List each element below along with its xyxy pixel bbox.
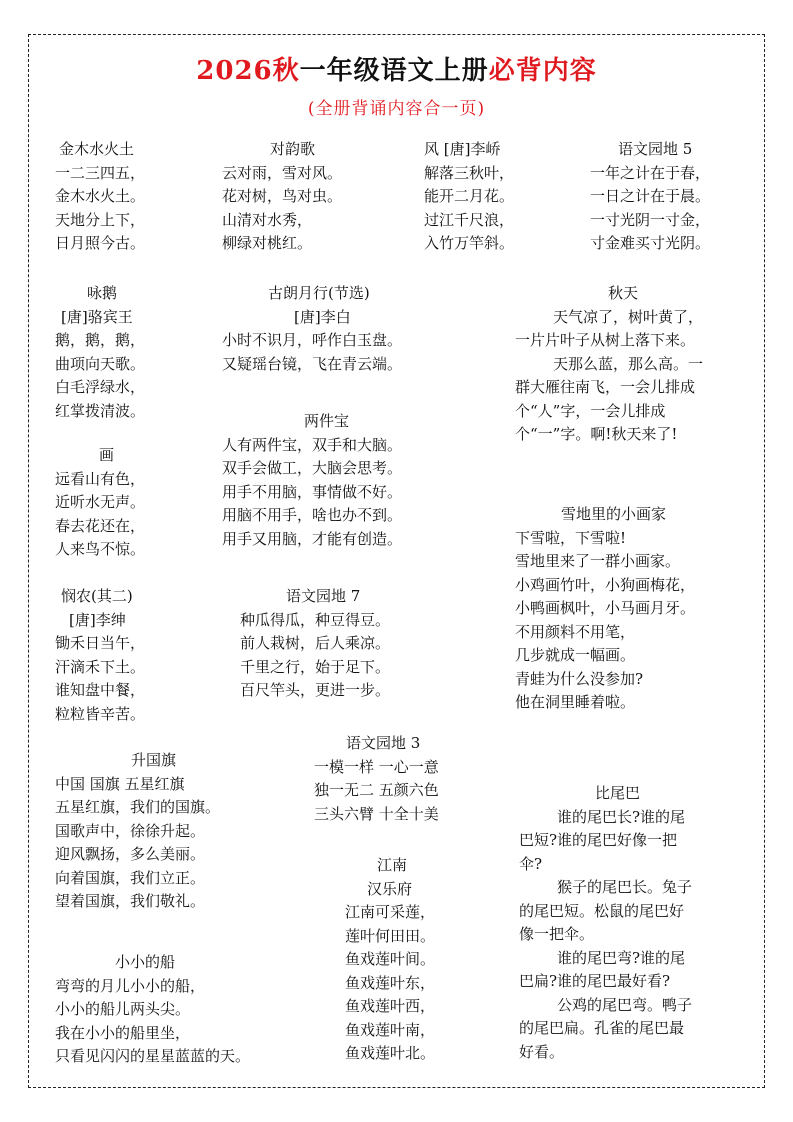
poem-line: 鱼戏莲叶北。 (345, 1044, 436, 1062)
poem-line: 不用颜料不用笔， (515, 622, 636, 641)
poem-line: 红掌拨清波。 (55, 401, 146, 420)
poem-line: 他在洞里睡着啦。 (515, 693, 636, 711)
title-tail: 必背内容 (488, 56, 597, 86)
section-shengguoqi (55, 749, 220, 914)
text-line: 的尾巴扁。孔雀的尾巴最 (519, 1019, 685, 1037)
poem-line: 千里之行，始于足下。 (240, 657, 391, 676)
text-line: 公鸡的尾巴弯。鸭子 (557, 995, 693, 1014)
poem-line: 一年之计在于春， (590, 163, 711, 182)
page-title (0, 50, 793, 87)
poem-line: 柳绿对桃红。 (222, 234, 313, 252)
poem-line: 前人栽树，后人乘凉。 (240, 634, 391, 652)
poem-line: 弯弯的月儿小小的船， (55, 976, 206, 995)
poem-line: 谁知盘中餐， (55, 681, 146, 699)
poem-line: 能开二月花。 (424, 187, 515, 205)
poem-line: 江南可采莲， (345, 903, 436, 921)
section-gulang (222, 282, 402, 376)
poem-line: 莲叶何田田。 (345, 926, 436, 945)
poem-line: 下雪啦，下雪啦! (515, 528, 627, 547)
section-feng (424, 138, 514, 256)
poem-line: 鱼戏莲叶西， (345, 997, 436, 1015)
section-title: 对韵歌 (270, 140, 316, 158)
poem-line: 百尺竿头，更进一步。 (240, 681, 391, 699)
poem-line: 曲项向天歌。 (55, 354, 146, 373)
section-minnong (55, 585, 145, 726)
poem-line: 金木水火土。 (55, 187, 146, 205)
section-hua (55, 444, 145, 562)
section-title: 古朗月行(节选) (268, 284, 370, 302)
title-middle: 一年级语文上册 (299, 56, 489, 86)
page-subtitle: (全册背诵内容合一页) (307, 99, 486, 119)
idiom-line: 独一无二 五颜六色 (314, 781, 439, 799)
section-title: 语文园地 5 (618, 140, 693, 158)
idiom-line: 一模一样 一心一意 (314, 757, 439, 776)
poem-line: 远看山有色， (55, 469, 146, 488)
section-title: 语文园地 3 (346, 734, 421, 752)
section-title: 小小的船 (115, 953, 176, 971)
poem-line: 雪地里来了一群小画家。 (515, 552, 681, 570)
poem-line: 入竹万竿斜。 (424, 234, 515, 252)
text-line: 天气凉了，树叶黄了， (553, 307, 704, 326)
poem-line: 鱼戏莲叶间。 (345, 950, 436, 968)
poem-line: 迎风飘扬，多么美丽。 (55, 845, 206, 863)
section-jinmu (55, 138, 145, 256)
poem-line: 一二三四五， (55, 163, 146, 182)
poem-line: 一寸光阴一寸金， (590, 210, 711, 229)
poem-line: 中国 国旗 五星红旗 (55, 774, 185, 793)
poem-line: 小鸡画竹叶，小狗画梅花， (515, 575, 696, 594)
section-weiba (519, 782, 692, 1064)
poem-line: 双手会做工，大脑会思考。 (222, 459, 403, 477)
poem-line: 种瓜得瓜，种豆得豆。 (240, 610, 391, 629)
section-title: 金木水火土 (59, 140, 135, 158)
section-author: [唐]骆宾王 (61, 307, 133, 326)
section-xuedi (515, 503, 695, 715)
section-title: 两件宝 (304, 412, 350, 430)
section-liangjian (222, 410, 402, 551)
section-jiangnan (345, 854, 435, 1066)
poem-line: 只看见闪闪的星星蓝蓝的天。 (55, 1047, 251, 1065)
section-title: 悯农(其二) (61, 587, 133, 605)
poem-line: 解落三秋叶， (424, 163, 515, 182)
poem-line: 过江千尺浪， (424, 210, 515, 229)
poem-line: 用脑不用手，啥也办不到。 (222, 506, 403, 524)
section-author: [唐]李白 (294, 307, 351, 326)
section-title: 风 [唐]李峤 (424, 140, 501, 158)
poem-line: 鱼戏莲叶东， (345, 973, 436, 992)
poem-line: 用手不用脑，事情做不好。 (222, 482, 403, 501)
poem-line: 人有两件宝，双手和大脑。 (222, 435, 403, 454)
section-title: 咏鹅 (87, 284, 118, 302)
section-yonge (55, 282, 145, 423)
poem-line: 春去花还在， (55, 516, 146, 535)
poem-line: 寸金难买寸光阴。 (590, 234, 711, 252)
idiom-line: 三头六臂 十全十美 (314, 804, 439, 823)
section-title: 江南 (377, 856, 408, 874)
poem-line: 望着国旗，我们敬礼。 (55, 892, 206, 910)
text-line: 伞? (519, 854, 543, 873)
poem-line: 小时不识月，呼作白玉盘。 (222, 331, 403, 349)
poem-line: 小小的船儿两头尖。 (55, 1000, 191, 1018)
section-title: 语文园地 7 (286, 587, 361, 605)
text-line: 群大雁往南飞，一会儿排成 (515, 378, 696, 396)
text-line: 谁的尾巴弯?谁的尾 (557, 948, 686, 967)
section-yuandi7 (240, 585, 390, 703)
section-title: 秋天 (608, 284, 639, 302)
poem-line: 花对树，鸟对虫。 (222, 187, 343, 205)
section-title: 雪地里的小画家 (561, 505, 667, 523)
poem-line: 近听水无声。 (55, 493, 146, 511)
text-line: 谁的尾巴长?谁的尾 (557, 807, 686, 826)
title-autumn: 秋 (272, 56, 300, 86)
poem-line: 日月照今古。 (55, 234, 146, 252)
poem-line: 几步就成一幅画。 (515, 646, 636, 664)
text-line: 巴扁?谁的尾巴最好看? (519, 972, 671, 990)
text-line: 好看。 (519, 1042, 565, 1061)
section-duiyun (222, 138, 342, 256)
section-yuandi3 (314, 732, 439, 826)
poem-line: 用手又用脑，才能有创造。 (222, 529, 403, 548)
poem-line: 五星红旗，我们的国旗。 (55, 798, 221, 816)
poem-line: 山清对水秀， (222, 210, 313, 229)
poem-line: 白毛浮绿水， (55, 378, 146, 396)
section-qiutian (515, 282, 703, 447)
text-line: 巴短?谁的尾巴好像一把 (519, 831, 678, 849)
title-year: 2026 (196, 56, 273, 86)
poem-line: 云对雨，雪对风。 (222, 163, 343, 182)
poem-line: 人来鸟不惊。 (55, 540, 146, 558)
poem-line: 粒粒皆辛苦。 (55, 704, 146, 723)
text-line: 天那么蓝，那么高。一 (553, 354, 704, 373)
section-author: [唐]李绅 (69, 610, 126, 629)
section-yuandi5 (590, 138, 710, 256)
section-title: 比尾巴 (595, 784, 641, 802)
text-line: 个“一”字。啊!秋天来了! (515, 425, 678, 443)
poem-line: 向着国旗，我们立正。 (55, 868, 206, 887)
poem-line: 又疑瑶台镜，飞在青云端。 (222, 354, 403, 373)
poem-line: 天地分上下， (55, 210, 146, 229)
poem-line: 锄禾日当午， (55, 634, 146, 652)
poem-line: 国歌声中，徐徐升起。 (55, 821, 206, 840)
text-line: 个“人”字，一会儿排成 (515, 401, 666, 420)
section-chuan (55, 951, 250, 1069)
poem-line: 鱼戏莲叶南， (345, 1020, 436, 1039)
poem-line: 汗滴禾下土。 (55, 657, 146, 676)
text-line: 一片片叶子从树上落下来。 (515, 331, 696, 349)
poem-line: 我在小小的船里坐， (55, 1023, 191, 1042)
poem-line: 一日之计在于晨。 (590, 187, 711, 205)
text-line: 的尾巴短。松鼠的尾巴好 (519, 901, 685, 920)
section-title: 升国旗 (131, 751, 177, 769)
text-line: 猴子的尾巴长。兔子 (557, 878, 693, 896)
poem-line: 小鸭画枫叶，小马画月牙。 (515, 599, 696, 617)
poem-line: 青蛙为什么没参加? (515, 669, 644, 688)
poem-line: 鹅，鹅，鹅， (55, 331, 146, 349)
text-line: 像一把伞。 (519, 925, 595, 943)
section-author: 汉乐府 (367, 879, 413, 898)
section-title: 画 (99, 446, 115, 464)
